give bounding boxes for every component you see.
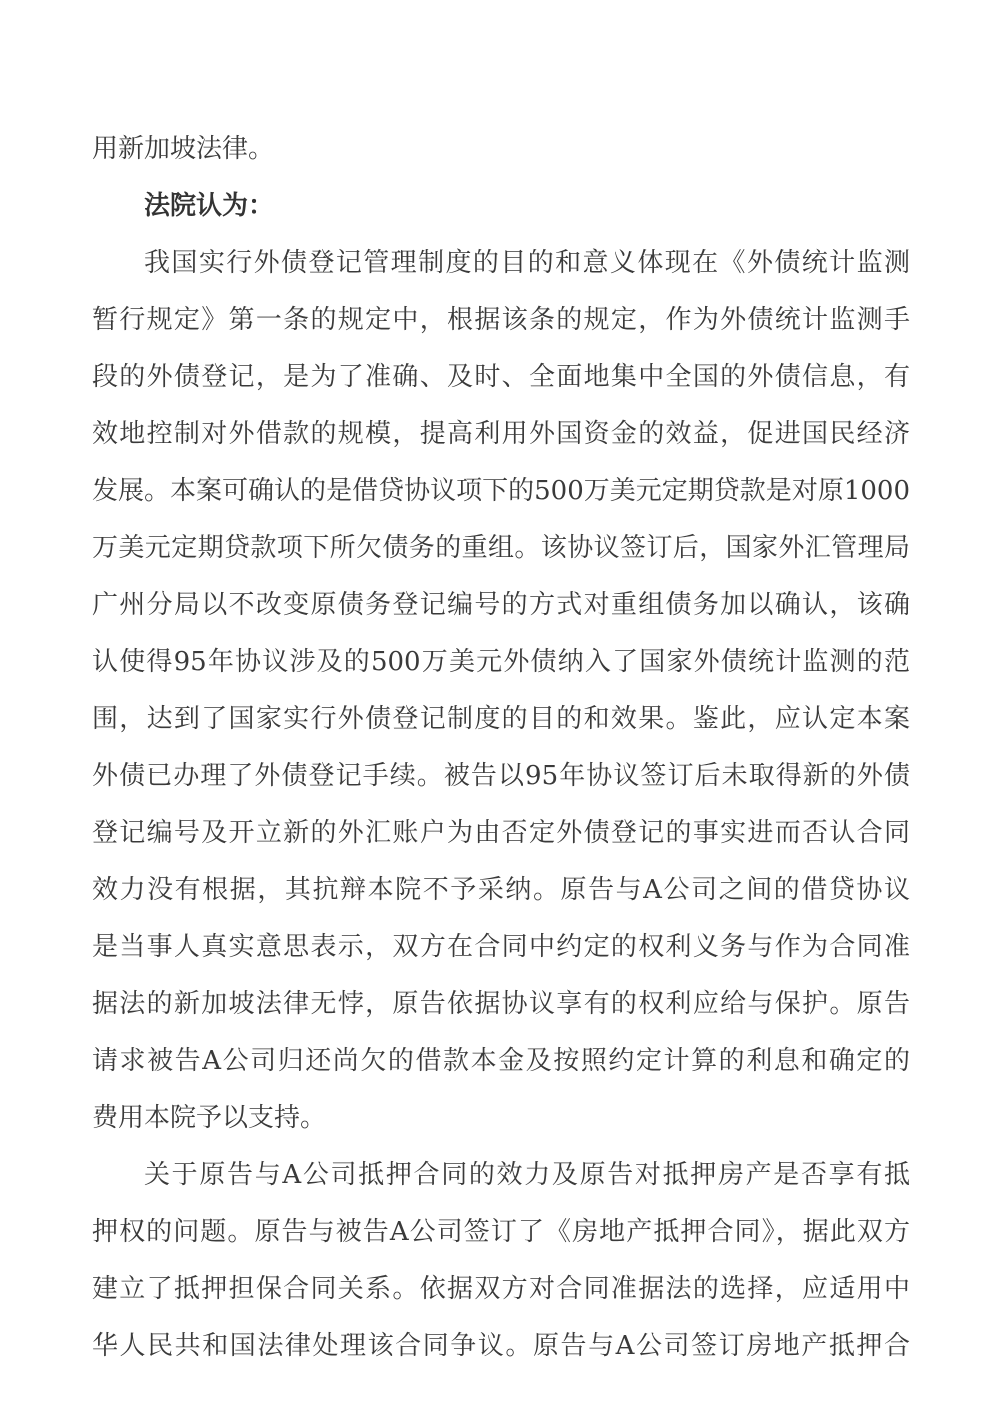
text-line: 认使得95年协议涉及的500万美元外债纳入了国家外债统计监测的范 <box>92 647 910 677</box>
text-line: 用新加坡法律。 <box>92 134 275 164</box>
text-line: 外债已办理了外债登记手续。被告以95年协议签订后未取得新的外债 <box>92 761 910 791</box>
text-line: 围，达到了国家实行外债登记制度的目的和效果。鉴此，应认定本案 <box>92 704 910 734</box>
text-line: 请求被告A公司归还尚欠的借款本金及按照约定计算的利息和确定的 <box>92 1046 910 1076</box>
section-heading: 法院认为： <box>144 191 275 221</box>
text-line: 押权的问题。原告与被告A公司签订了《房地产抵押合同》，据此双方 <box>92 1217 910 1247</box>
text-line: 是当事人真实意思表示，双方在合同中约定的权利义务与作为合同准 <box>92 932 910 962</box>
text-line: 我国实行外债登记管理制度的目的和意义体现在《外债统计监测 <box>144 248 910 278</box>
text-line: 发展。本案可确认的是借贷协议项下的500万美元定期贷款是对原1000 <box>92 476 910 506</box>
text-line: 广州分局以不改变原债务登记编号的方式对重组债务加以确认，该确 <box>92 590 910 620</box>
text-line: 暂行规定》第一条的规定中，根据该条的规定，作为外债统计监测手 <box>92 305 910 335</box>
text-line: 万美元定期贷款项下所欠债务的重组。该协议签订后，国家外汇管理局 <box>92 533 910 563</box>
text-line: 效地控制对外借款的规模，提高利用外国资金的效益，促进国民经济 <box>92 419 910 449</box>
text-line: 华人民共和国法律处理该合同争议。原告与A公司签订房地产抵押合 <box>92 1331 910 1361</box>
text-line: 据法的新加坡法律无悖，原告依据协议享有的权利应给与保护。原告 <box>92 989 910 1019</box>
text-line: 建立了抵押担保合同关系。依据双方对合同准据法的选择，应适用中 <box>92 1274 910 1304</box>
text-line: 关于原告与A公司抵押合同的效力及原告对抵押房产是否享有抵 <box>144 1160 910 1190</box>
text-line: 费用本院予以支持。 <box>92 1103 327 1133</box>
text-line: 效力没有根据，其抗辩本院不予采纳。原告与A公司之间的借贷协议 <box>92 875 910 905</box>
text-line: 段的外债登记，是为了准确、及时、全面地集中全国的外债信息，有 <box>92 362 910 392</box>
text-line: 登记编号及开立新的外汇账户为由否定外债登记的事实进而否认合同 <box>92 818 910 848</box>
